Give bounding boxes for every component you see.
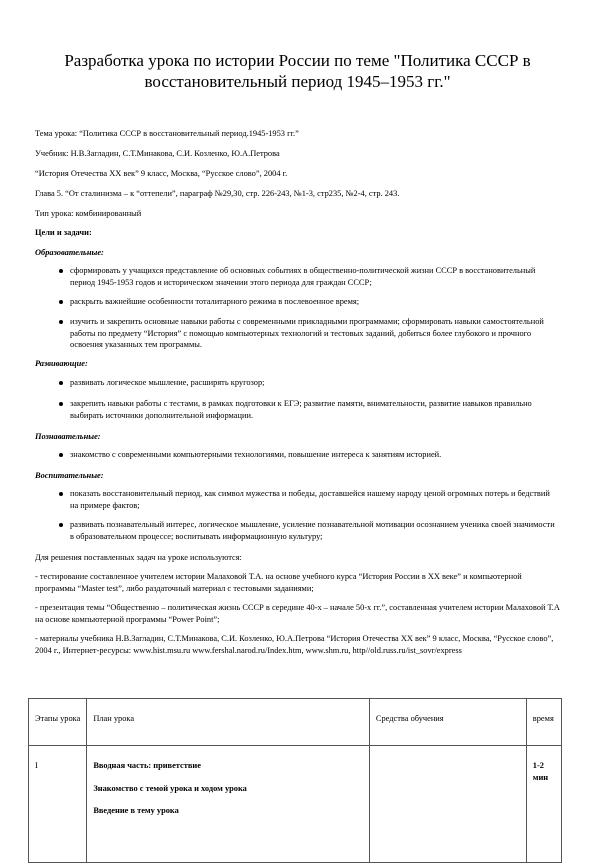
header-tools: Средства обучения [369,699,526,746]
list-item: изучить и закрепить основные навыки работы с современными прикладными программами; сформировать навыки самостоятельной работы по предмету “История” с помощью компьютерных технологий и тестовых заданий, добиться более глубокого и прочного освоения указанных тем программы. [70,317,544,349]
bullet-icon [59,523,63,527]
header-time: время [526,699,561,746]
plan-step: Знакомство с темой урока и ходом урока [93,783,247,793]
lesson-topic: Тема урока: “Политика СССР в восстановительный период.1945-1953 гг.” [35,129,299,138]
cell-time: 1-2 мин [526,746,561,863]
developing-heading: Развивающие: [35,359,88,368]
bullet-icon [59,320,63,324]
textbook-title: “История Отечества XX век” 9 класс, Москва, “Русское слово”, 2004 г. [35,169,288,178]
lesson-plan-table [28,698,562,863]
list-item: показать восстановительный период, как символ мужества и победы, доставшейся нашему народу ценой огромных потерь и бедствий на примере фактов; [70,489,550,510]
plan-step: Вводная часть: приветствие [93,761,201,770]
cell-stage: I [29,746,87,863]
table-row [29,746,562,863]
chapter-info: Глава 5. “От сталинизма – к “оттепели”, параграф №29,30, стр. 226-243, №1-3, стр235, №2-4, стр. 243. [35,189,400,198]
tools-item: - тестирование составленное учителем истории Малаховой Т.А. на основе учебного курса “История России в XX веке” и компьютерной программы “Master test”, либо раздаточный материал с тестовыми заданиями; [35,572,522,593]
tools-item: - презентация темы “Общественно – политическая жизнь СССР в середине 40-х – начале 50-х гг.”, составленная учителем истории Малаховой Т.А на основе компьютерной программы “Power Point”; [35,603,560,624]
list-item: знакомство с современными компьютерными технологиями, повышение интереса к занятиям историей. [70,450,442,459]
cell-plan [87,746,370,863]
header-plan: План урока [87,699,370,746]
cognitive-heading: Познавательные: [35,432,101,441]
document-title: Разработка урока по истории России по теме "Политика СССР в восстановительный период 1945–1953 гг." [64,51,531,91]
list-item: раскрыть важнейшие особенности тоталитарного режима в послевоенное время; [70,297,360,306]
list-item: развивать логическое мышление, расширять кругозор; [70,378,265,387]
list-item: сформировать у учащихся представление об основных событиях в общественно-политической жизни СССР в восстановительный период 1945-1953 годов и историческом значении этого периода для граждан СССР; [70,266,536,287]
header-stages: Этапы урока [29,699,87,746]
bullet-icon [59,269,63,273]
upbringing-heading: Воспитательные: [35,471,104,480]
plan-step: Введение в тему урока [93,806,179,815]
goals-heading: Цели и задачи: [35,228,92,237]
bullet-icon [59,381,63,385]
bullet-icon [59,300,63,304]
bullet-icon [59,402,63,406]
tools-intro: Для решения поставленных задач на уроке используются: [35,553,242,562]
lesson-type: Тип урока: комбинированный [35,209,142,218]
list-item: развивать познавательный интерес, логическое мышление, усиление познавательной мотивации осознанием ученика своей значимости в образовательном процессе; воспитывать информационную культуру; [70,520,555,541]
table-header-row [29,699,562,746]
tools-item: - материалы учебника Н.В.Загладин, С.Т.Минакова, С.И. Козленко, Ю.А.Петрова “История Отечества XX век” 9 класс, Москва, “Русское слово”, 2004 г., Интернет-ресурсы: www.hist.msu.ru www.fershal.narod.ru/Index.htm, www.shm.ru, http//old.russ.ru/ist_sovr/express [35,634,554,655]
textbook-authors: Учебник: Н.В.Загладин, С.Т.Минакова, С.И. Козленко, Ю.А.Петрова [35,149,280,158]
bullet-icon [59,453,63,457]
bullet-icon [59,492,63,496]
list-item: закрепить навыки работы с тестами, в рамках подготовки к ЕГЭ; развитие памяти, внимательности, развитие навыков правильно выбирать источники дополнительной информации. [70,399,532,420]
cell-tools [369,746,526,863]
educational-heading: Образовательные: [35,248,104,257]
